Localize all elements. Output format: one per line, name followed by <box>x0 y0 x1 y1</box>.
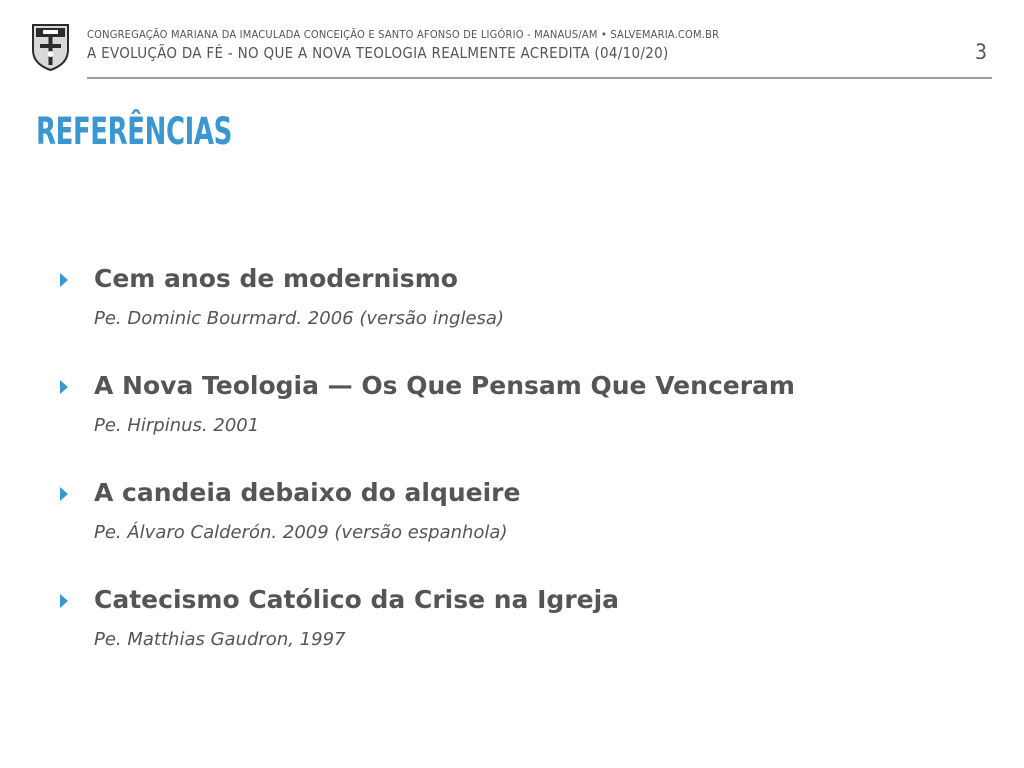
reference-item <box>60 264 1000 371</box>
reference-item <box>60 478 1000 585</box>
references-list <box>60 264 1000 692</box>
triangle-right-icon <box>60 487 68 501</box>
slide-title: REFERÊNCIAS <box>36 110 232 153</box>
reference-detail: Pe. Álvaro Calderón. 2009 (versão espanhola) <box>94 522 508 543</box>
reference-item <box>60 585 1000 692</box>
reference-detail: Pe. Matthias Gaudron, 1997 <box>94 629 346 650</box>
header-divider <box>87 77 992 79</box>
triangle-right-icon <box>60 380 68 394</box>
reference-title: A candeia debaixo do alqueire <box>94 478 521 507</box>
reference-title: Catecismo Católico da Crise na Igreja <box>94 585 620 614</box>
triangle-right-icon <box>60 594 68 608</box>
reference-detail: Pe. Hirpinus. 2001 <box>94 415 260 436</box>
reference-title: Cem anos de modernismo <box>94 264 458 293</box>
presentation-title: A EVOLUÇÃO DA FÉ - NO QUE A NOVA TEOLOGIA REALMENTE ACREDITA (04/10/20) <box>87 44 669 62</box>
reference-title: A Nova Teologia — Os Que Pensam Que Venceram <box>94 371 795 400</box>
reference-item <box>60 371 1000 478</box>
triangle-right-icon <box>60 273 68 287</box>
organization-line: CONGREGAÇÃO MARIANA DA IMACULADA CONCEIÇÃO E SANTO AFONSO DE LIGÓRIO - MANAUS/AM • SALVEMARIA.COM.BR <box>87 28 720 41</box>
congregation-shield-logo <box>31 22 70 72</box>
page-number: 3 <box>974 40 987 64</box>
reference-detail: Pe. Dominic Bourmard. 2006 (versão inglesa) <box>94 308 504 329</box>
